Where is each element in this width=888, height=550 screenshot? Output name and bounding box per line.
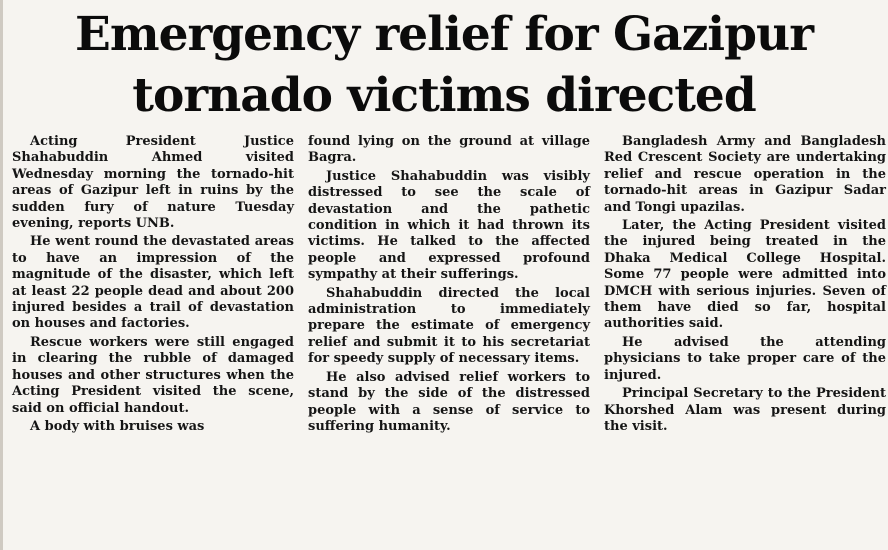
paragraph: Bangladesh Army and Bangladesh Red Crescent Society are undertaking relief and rescue operation in the tornado-hit areas in Gazipur Sadar and Tongi upazilas.	[604, 134, 886, 215]
paragraph: He also advised relief workers to stand by the side of the distressed people with a sense of service to suffering humanity.	[308, 369, 590, 434]
column-3	[604, 134, 886, 548]
column-1	[12, 134, 294, 548]
headline-line-2: tornado victims directed	[132, 68, 756, 123]
paragraph: Shahabuddin directed the local administration to immediately prepare the estimate of emergency relief and submit it to his secretariat for speedy supply of necessary items.	[308, 285, 590, 367]
paragraph: A body with bruises was	[30, 418, 205, 434]
paragraph: Principal Secretary to the President Khorshed Alam was present during the visit.	[604, 386, 886, 434]
paragraph: Acting President Justice Shahabuddin Ahmed visited Wednesday morning the tornado-hit areas of Gazipur left in ruins by the sudden fury of nature Tuesday evening, reports UNB.	[12, 134, 294, 232]
column-2	[308, 134, 590, 548]
paragraph: Rescue workers were still engaged in clearing the rubble of damaged houses and other structures when the Acting President visited the scene, said on official handout.	[12, 334, 294, 416]
paragraph-continued: found lying on the ground at village Bagra.	[308, 134, 590, 166]
paragraph: Later, the Acting President visited the injured being treated in the Dhaka Medical College Hospital. Some 77 people were admitted into DMCH with serious injuries. Seven of them have died so far, hospital authorities said.	[604, 218, 886, 332]
headline-line-1: Emergency relief for Gazipur	[75, 7, 813, 62]
headline	[0, 4, 888, 126]
paragraph: Justice Shahabuddin was visibly distressed to see the scale of devastation and the pathetic condition in which it had thrown its victims. He talked to the affected people and expressed profound sympathy at their sufferings.	[308, 168, 590, 283]
article-body	[12, 134, 884, 548]
paragraph: He went round the devastated areas to have an impression of the magnitude of the disaster, which left at least 22 people dead and about 200 injured besides a trail of devastation on houses and factories.	[12, 234, 294, 332]
paragraph: He advised the attending physicians to take proper care of the injured.	[604, 334, 886, 383]
